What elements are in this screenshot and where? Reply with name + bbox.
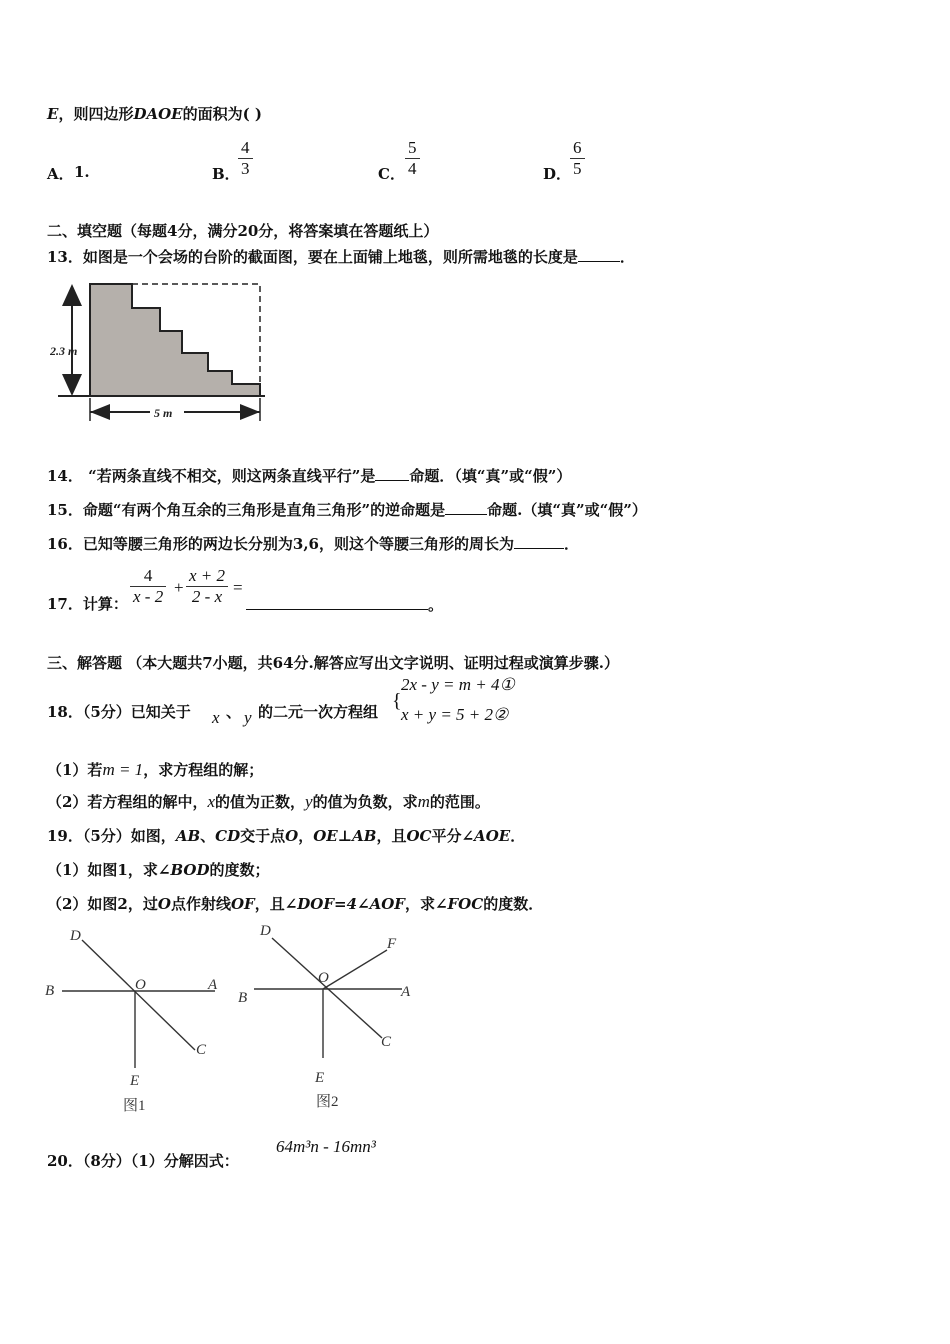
- q20-expr: 64m³n - 16mn³: [276, 1137, 376, 1156]
- figure-2: [232, 918, 422, 1118]
- fig2-line-cd: [272, 938, 382, 1038]
- fig2-ray-of: [323, 950, 387, 989]
- option-b-num: 4: [238, 138, 253, 159]
- q13-text: [47, 246, 635, 267]
- q18-p1-b: ，求方程组的解；: [143, 761, 264, 779]
- fig2-label-d: D: [260, 923, 271, 939]
- q17-blank-line: [246, 597, 428, 610]
- q13-blank: [578, 261, 620, 262]
- fig2-label-b: B: [238, 990, 248, 1006]
- width-arrow-left: [90, 404, 110, 420]
- q19-p2-of: OF: [230, 895, 255, 913]
- q15-text: [47, 499, 647, 520]
- q17-f2-den: 2 - x: [191, 587, 223, 606]
- q16-stem: 16．已知等腰三角形的两边长分别为3,6，则这个等腰三角形的周长为: [47, 535, 514, 553]
- q19-p2-b: 点作射线: [170, 895, 231, 913]
- q18-sep: 、: [226, 703, 242, 721]
- width-label: 5 m: [154, 406, 173, 420]
- q17-end: 。: [428, 596, 444, 614]
- q14-end: 命题．（填“真”或“假”）: [409, 467, 572, 485]
- q17-f1-num: 4: [130, 566, 166, 587]
- fig2-caption: 图2: [316, 1094, 339, 1110]
- q17-label: 17．计算：: [47, 595, 128, 613]
- q16-text: [47, 533, 579, 554]
- option-c-num: 5: [405, 138, 420, 159]
- q19-p2-c: ，且: [254, 895, 285, 913]
- option-b-label: B．: [212, 165, 240, 183]
- q17-f2-num: x + 2: [186, 566, 228, 587]
- option-d-label: D．: [543, 165, 572, 183]
- q18-p2-y: y: [305, 792, 313, 811]
- q17-fraction-2: [186, 566, 228, 607]
- q19-p2-foc: ∠FOC: [434, 895, 484, 913]
- option-d-fraction: [570, 138, 585, 179]
- q18-p1-m: m = 1: [102, 760, 144, 779]
- q18-p2-b: 的值为正数，: [215, 793, 306, 811]
- q18-label: 18．（5分）已知关于: [47, 703, 191, 721]
- option-a-label: A．: [47, 165, 74, 183]
- q19-l1-oe: OE⊥AB: [313, 827, 377, 845]
- q19-l1-a: 19．（5分）如图，: [47, 827, 176, 845]
- q17-plus: +: [174, 578, 184, 597]
- q19-p2-a: （2）如图2，过: [47, 895, 158, 913]
- q13-stem: 13．如图是一个会场的台阶的截面图，要在上面铺上地毯，则所需地毯的长度是: [47, 248, 578, 266]
- q19-l1-sep: 、: [200, 827, 216, 845]
- q19-l1-oc: OC: [406, 827, 432, 845]
- q17-equals: =: [233, 578, 243, 597]
- fig2-label-f: F: [387, 936, 397, 952]
- section3-title: 三、解答题 （本大题共7小题，共64分.解答应写出文字说明、证明过程或演算步骤.）: [47, 654, 619, 672]
- fig2-label-c: C: [381, 1034, 392, 1050]
- q19-l1-aoe: ∠AOE: [461, 827, 511, 845]
- q19-l1-ab: AB: [175, 827, 201, 845]
- q19-line1: [47, 825, 525, 846]
- q17-answer-blank: [246, 594, 443, 615]
- q14-stem: 14． “若两条直线不相交，则这两条直线平行”是: [47, 467, 376, 485]
- q13-end: ．: [619, 248, 635, 266]
- q15-end: 命题.（填“真”或“假”）: [487, 501, 647, 519]
- q18-text2: 的二元一次方程组: [258, 703, 379, 721]
- q18-p2-a: （2）若方程组的解中，: [47, 793, 208, 811]
- q18-var-x: x: [212, 708, 220, 727]
- q19-l1-b: 交于点: [240, 827, 286, 845]
- q19-l1-d: ，且: [376, 827, 407, 845]
- option-c-den: 4: [408, 159, 417, 178]
- q14-blank: [375, 480, 409, 481]
- q18-p2-m: m: [417, 792, 430, 811]
- option-b-den: 3: [241, 159, 250, 178]
- q19-l1-e: 平分: [431, 827, 462, 845]
- q18-part2: [47, 791, 490, 812]
- width-arrow-right: [240, 404, 260, 420]
- q18-var-y: y: [244, 708, 252, 727]
- q19-p1-b: 的度数；: [209, 861, 270, 879]
- fig2-label-o: O: [318, 970, 329, 986]
- option-b-fraction: [238, 138, 253, 179]
- q12-rest: 的面积为( ): [182, 105, 263, 123]
- q18-eq2: x + y = 5 + 2②: [401, 705, 509, 724]
- option-c-label: C．: [378, 165, 405, 183]
- q14-text: [47, 465, 571, 486]
- q19-p2-d: ，求: [404, 895, 435, 913]
- q19-p1-ang: ∠BOD: [157, 861, 210, 879]
- q16-blank: [514, 548, 564, 549]
- option-d-den: 5: [573, 159, 582, 178]
- fig1-label-b: B: [45, 983, 55, 999]
- q17-f1-den: x - 2: [133, 587, 164, 606]
- figure-1: [40, 920, 230, 1120]
- q19-p2-e: 的度数．: [483, 895, 544, 913]
- height-arrow-up: [62, 284, 82, 306]
- fig2-label-e: E: [315, 1070, 325, 1086]
- q18-p2-c: 的值为负数，求: [312, 793, 418, 811]
- fig1-label-o: O: [135, 977, 146, 993]
- section2-title: 二、填空题（每题4分，满分20分，将答案填在答题纸上）: [47, 222, 439, 240]
- q20-label: 20．（8分）（1）分解因式：: [47, 1152, 239, 1170]
- stair-figure: [50, 276, 275, 426]
- q19-part1: [47, 859, 270, 880]
- height-arrow-down: [62, 374, 82, 396]
- fig1-label-e: E: [130, 1073, 140, 1089]
- q17-fraction-1: [130, 566, 166, 607]
- q19-p1-a: （1）如图1，求: [47, 861, 158, 879]
- q18-p2-x: x: [207, 792, 215, 811]
- height-label: 2.3 m: [50, 344, 78, 358]
- q19-l1-f: ．: [510, 827, 526, 845]
- q19-l1-c: ，: [298, 827, 314, 845]
- fig1-caption: 图1: [123, 1098, 146, 1114]
- option-c-fraction: [405, 138, 420, 179]
- option-d-num: 6: [570, 138, 585, 159]
- q18-eq1: 2x - y = m + 4①: [401, 675, 515, 694]
- fig1-line-cd: [82, 940, 195, 1050]
- q19-p2-o: O: [157, 895, 171, 913]
- fig1-label-a: A: [208, 977, 218, 993]
- q18-brace: {: [392, 690, 402, 712]
- q19-p2-rel: ∠DOF=4∠AOF: [284, 895, 405, 913]
- q12-text: ，则四边形: [58, 105, 134, 123]
- q19-l1-cd: CD: [215, 827, 241, 845]
- fig1-label-c: C: [196, 1042, 207, 1058]
- q19-l1-o: O: [285, 827, 299, 845]
- stair-shape: [90, 284, 260, 396]
- q18-p1-a: （1）若: [47, 761, 103, 779]
- q15-stem: 15．命题“有两个角互余的三角形是直角三角形”的逆命题是: [47, 501, 446, 519]
- q18-part1: [47, 759, 263, 780]
- q12-E: E: [47, 105, 59, 123]
- q16-end: ．: [563, 535, 579, 553]
- fig1-label-d: D: [70, 928, 81, 944]
- option-a-value: 1.: [74, 163, 90, 181]
- q18-p2-d: 的范围。: [429, 793, 490, 811]
- q12-DAOE: DAOE: [133, 105, 183, 123]
- q12-tail: [47, 103, 262, 124]
- q15-blank: [445, 514, 487, 515]
- fig2-label-a: A: [401, 984, 411, 1000]
- q19-part2: [47, 893, 543, 914]
